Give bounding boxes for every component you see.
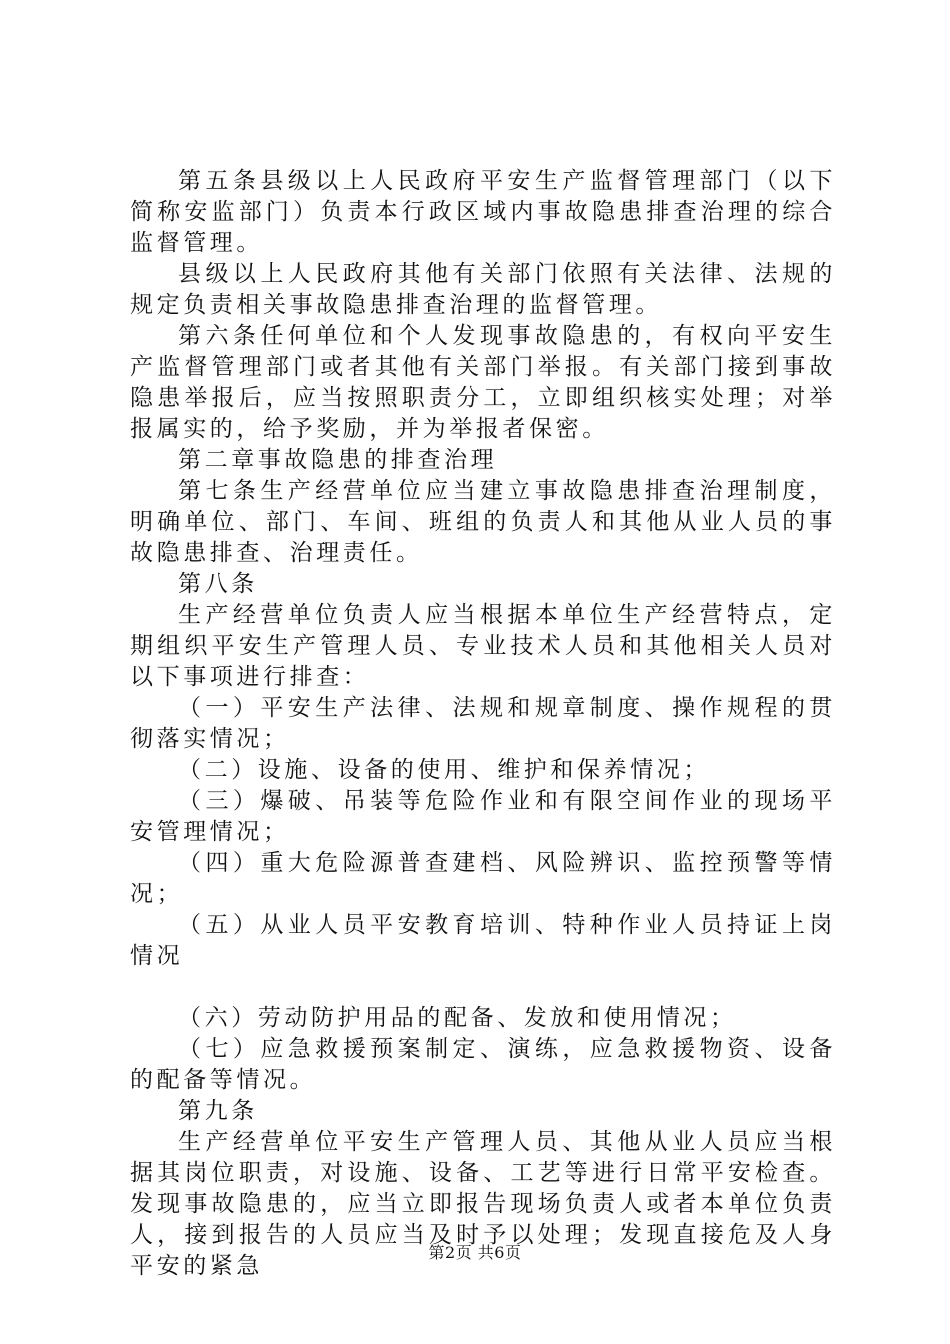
chapter-heading: 第二章事故隐患的排查治理 — [178, 447, 498, 473]
list-item-2: （二）设施、设备的使用、维护和保养情况； — [178, 757, 710, 783]
paragraph-article-5-continued: 县级以上人民政府其他有关部门依照有关法律、法规的规定负责相关事故隐患排查治理的监督管理。 — [130, 261, 836, 318]
blank-line — [130, 972, 836, 1003]
document-body — [130, 166, 836, 1282]
list-item-1: （一）平安生产法律、法规和规章制度、操作规程的贯彻落实情况； — [130, 695, 836, 752]
list-item-4: （四）重大危险源普查建档、风险辨识、监控预警等情况； — [130, 850, 836, 907]
article-8-heading: 第八条 — [178, 571, 258, 597]
paragraph-article-7: 第七条生产经营单位应当建立事故隐患排查治理制度，明确单位、部门、车间、班组的负责人和其他从业人员的事故隐患排查、治理责任。 — [130, 478, 836, 566]
paragraph-article-5: 第五条县级以上人民政府平安生产监督管理部门（以下简称安监部门）负责本行政区域内事故隐患排查治理的综合监督管理。 — [130, 168, 836, 256]
article-9-heading: 第九条 — [178, 1098, 258, 1124]
list-item-6: （六）劳动防护用品的配备、发放和使用情况； — [178, 1005, 737, 1031]
list-item-5: （五）从业人员平安教育培训、特种作业人员持证上岗情况 — [130, 912, 836, 969]
list-item-7: （七）应急救援预案制定、演练，应急救援物资、设备的配备等情况。 — [130, 1036, 836, 1093]
paragraph-article-8: 生产经营单位负责人应当根据本单位生产经营特点，定期组织平安生产管理人员、专业技术人员和其他相关人员对以下事项进行排查： — [130, 602, 836, 690]
paragraph-article-9: 生产经营单位平安生产管理人员、其他从业人员应当根据其岗位职责，对设施、设备、工艺等进行日常平安检查。发现事故隐患的，应当立即报告现场负责人或者本单位负责人，接到报告的人员应当及时予以处理；发现直接危及人身平安的紧急 — [130, 1129, 836, 1279]
list-item-3: （三）爆破、吊装等危险作业和有限空间作业的现场平安管理情况； — [130, 788, 836, 845]
paragraph-article-6: 第六条任何单位和个人发现事故隐患的，有权向平安生产监督管理部门或者其他有关部门举报。有关部门接到事故隐患举报后，应当按照职责分工，立即组织核实处理；对举报属实的，给予奖励，并为举报者保密。 — [130, 323, 836, 442]
page-number-footer: 第2页 共6页 — [428, 1243, 522, 1262]
